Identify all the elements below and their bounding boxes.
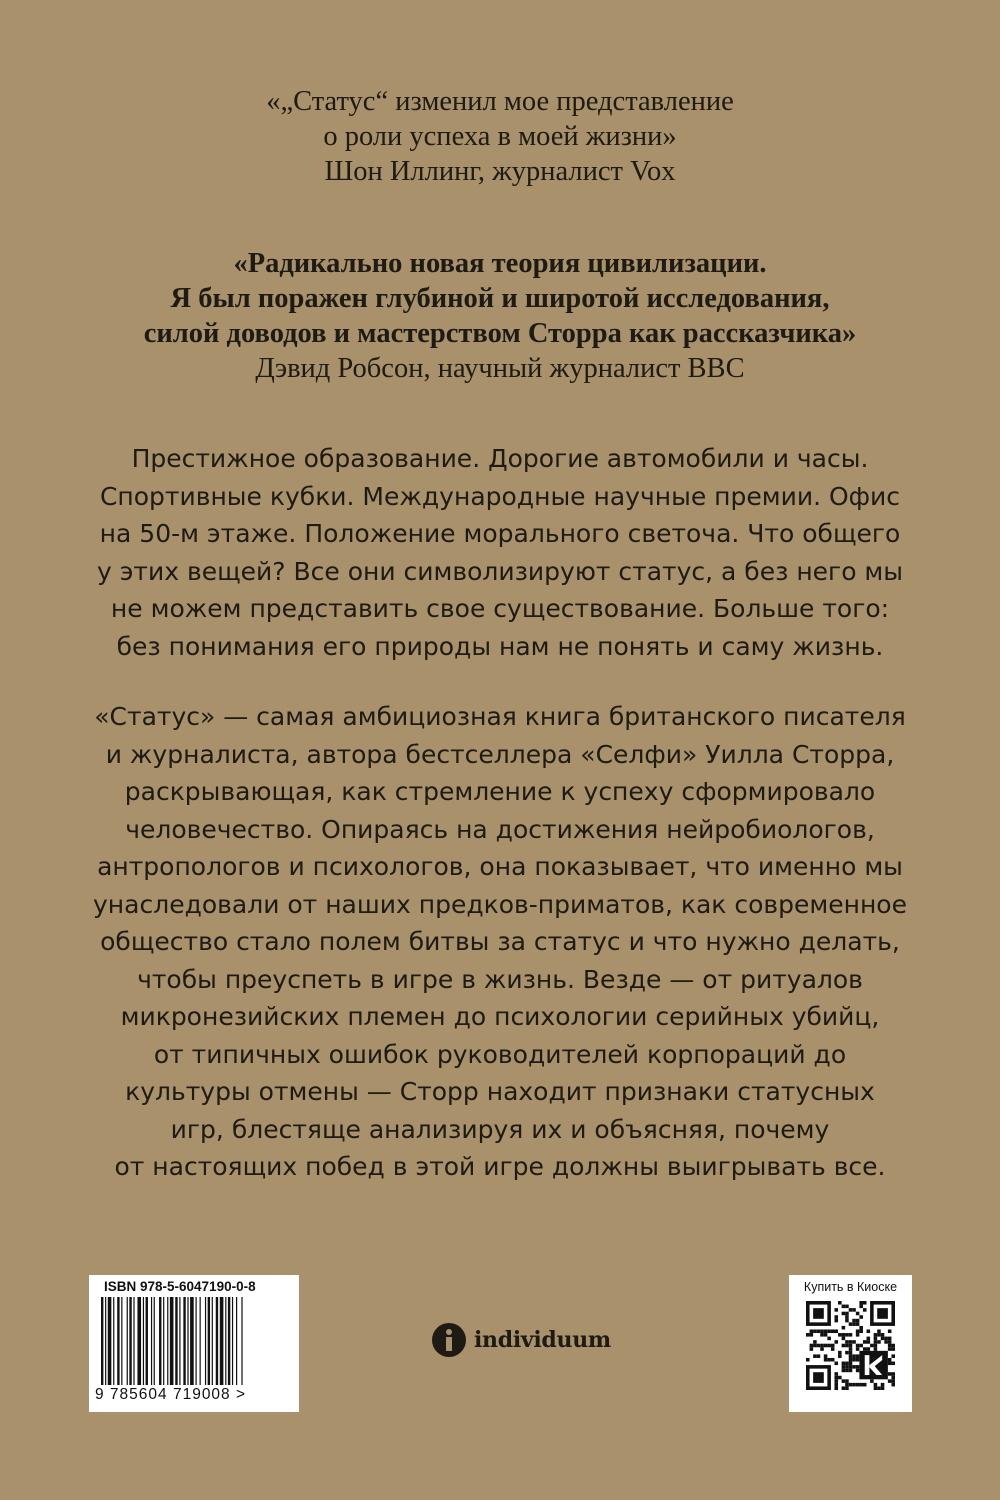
paragraph-line: антропологов и психологов, она показывает, что именно мы [97,852,903,881]
quote-line: о роли успеха в моей жизни» [323,121,677,152]
paragraph-line: чтобы преуспеть в игре в жизнь. Везде — от ритуалов [137,964,863,994]
paragraph-line: раскрывающая, как стремление к успеху сформировало [124,777,876,806]
paragraph-line: игр, блестяще анализируя их и объясняя, почему [170,1114,830,1144]
description-paragraph-1 [0,440,1000,665]
paragraph-line: общество стало полем битвы за статус и что нужно делать, [100,927,900,956]
quote-first [0,84,1000,189]
publisher-logo [432,1322,611,1358]
isbn-barcode [89,1275,299,1412]
paragraph-line: микронезийских племен до психологии серийных убийц, [120,1002,880,1031]
paragraph-line: человечество. Опираясь на достижения нейробиологов, [125,814,875,844]
paragraph-line: от настоящих побед в этой игре должны выигрывать все. [114,1152,886,1181]
paragraph-line: культуры отмены — Сторр находит признаки статусных [125,1077,875,1106]
description-paragraph-2 [0,698,1000,1186]
quote-line: Я был поражен глубиной и широтой исследования, [170,283,830,314]
qr-panel[interactable] [789,1275,912,1412]
quote-line: «Радикально новая теория цивилизации. [233,248,767,279]
paragraph-line: унаследовали от наших предков-приматов, как современное [93,889,907,919]
quote-author: Шон Иллинг, журналист Vox [324,156,676,187]
paragraph-line: Спортивные кубки. Международные научные премии. Офис [99,481,901,511]
paragraph-line: не можем представить свое существование. Больше того: [110,594,890,623]
paragraph-line: без понимания его природы нам не понять и саму жизнь. [116,631,884,661]
quote-line: силой доводов и мастерством Сторра как рассказчика» [143,318,857,349]
qr-label: Купить в Киоске [803,1280,898,1294]
publisher-name: individuum [474,1327,611,1353]
paragraph-line: «Статус» — самая амбициозная книга британского писателя [94,702,906,731]
info-circle-icon [432,1323,466,1357]
quote-author: Дэвид Робсон, научный журналист BBC [255,353,745,384]
paragraph-line: на 50-м этаже. Положение морального светоча. Что общего [99,519,901,548]
quote-line: «„Статус“ изменил мое представление [266,86,734,117]
paragraph-line: и журналиста, автора бестселлера «Селфи» Уилла Сторра, [105,739,895,769]
paragraph-line: у этих вещей? Все они символизируют статус, а без него мы [96,556,904,586]
paragraph-line: Престижное образование. Дорогие автомобили и часы. [131,444,869,473]
barcode-icon [101,1297,287,1385]
isbn-digits: 9 785604 719008 > [95,1386,247,1403]
isbn-label: ISBN 978-5-6047190-0-8 [104,1279,256,1294]
quote-second [0,246,1000,386]
paragraph-line: от типичных ошибок руководителей корпораций до [153,1039,847,1069]
qr-code-icon[interactable] [806,1301,895,1390]
